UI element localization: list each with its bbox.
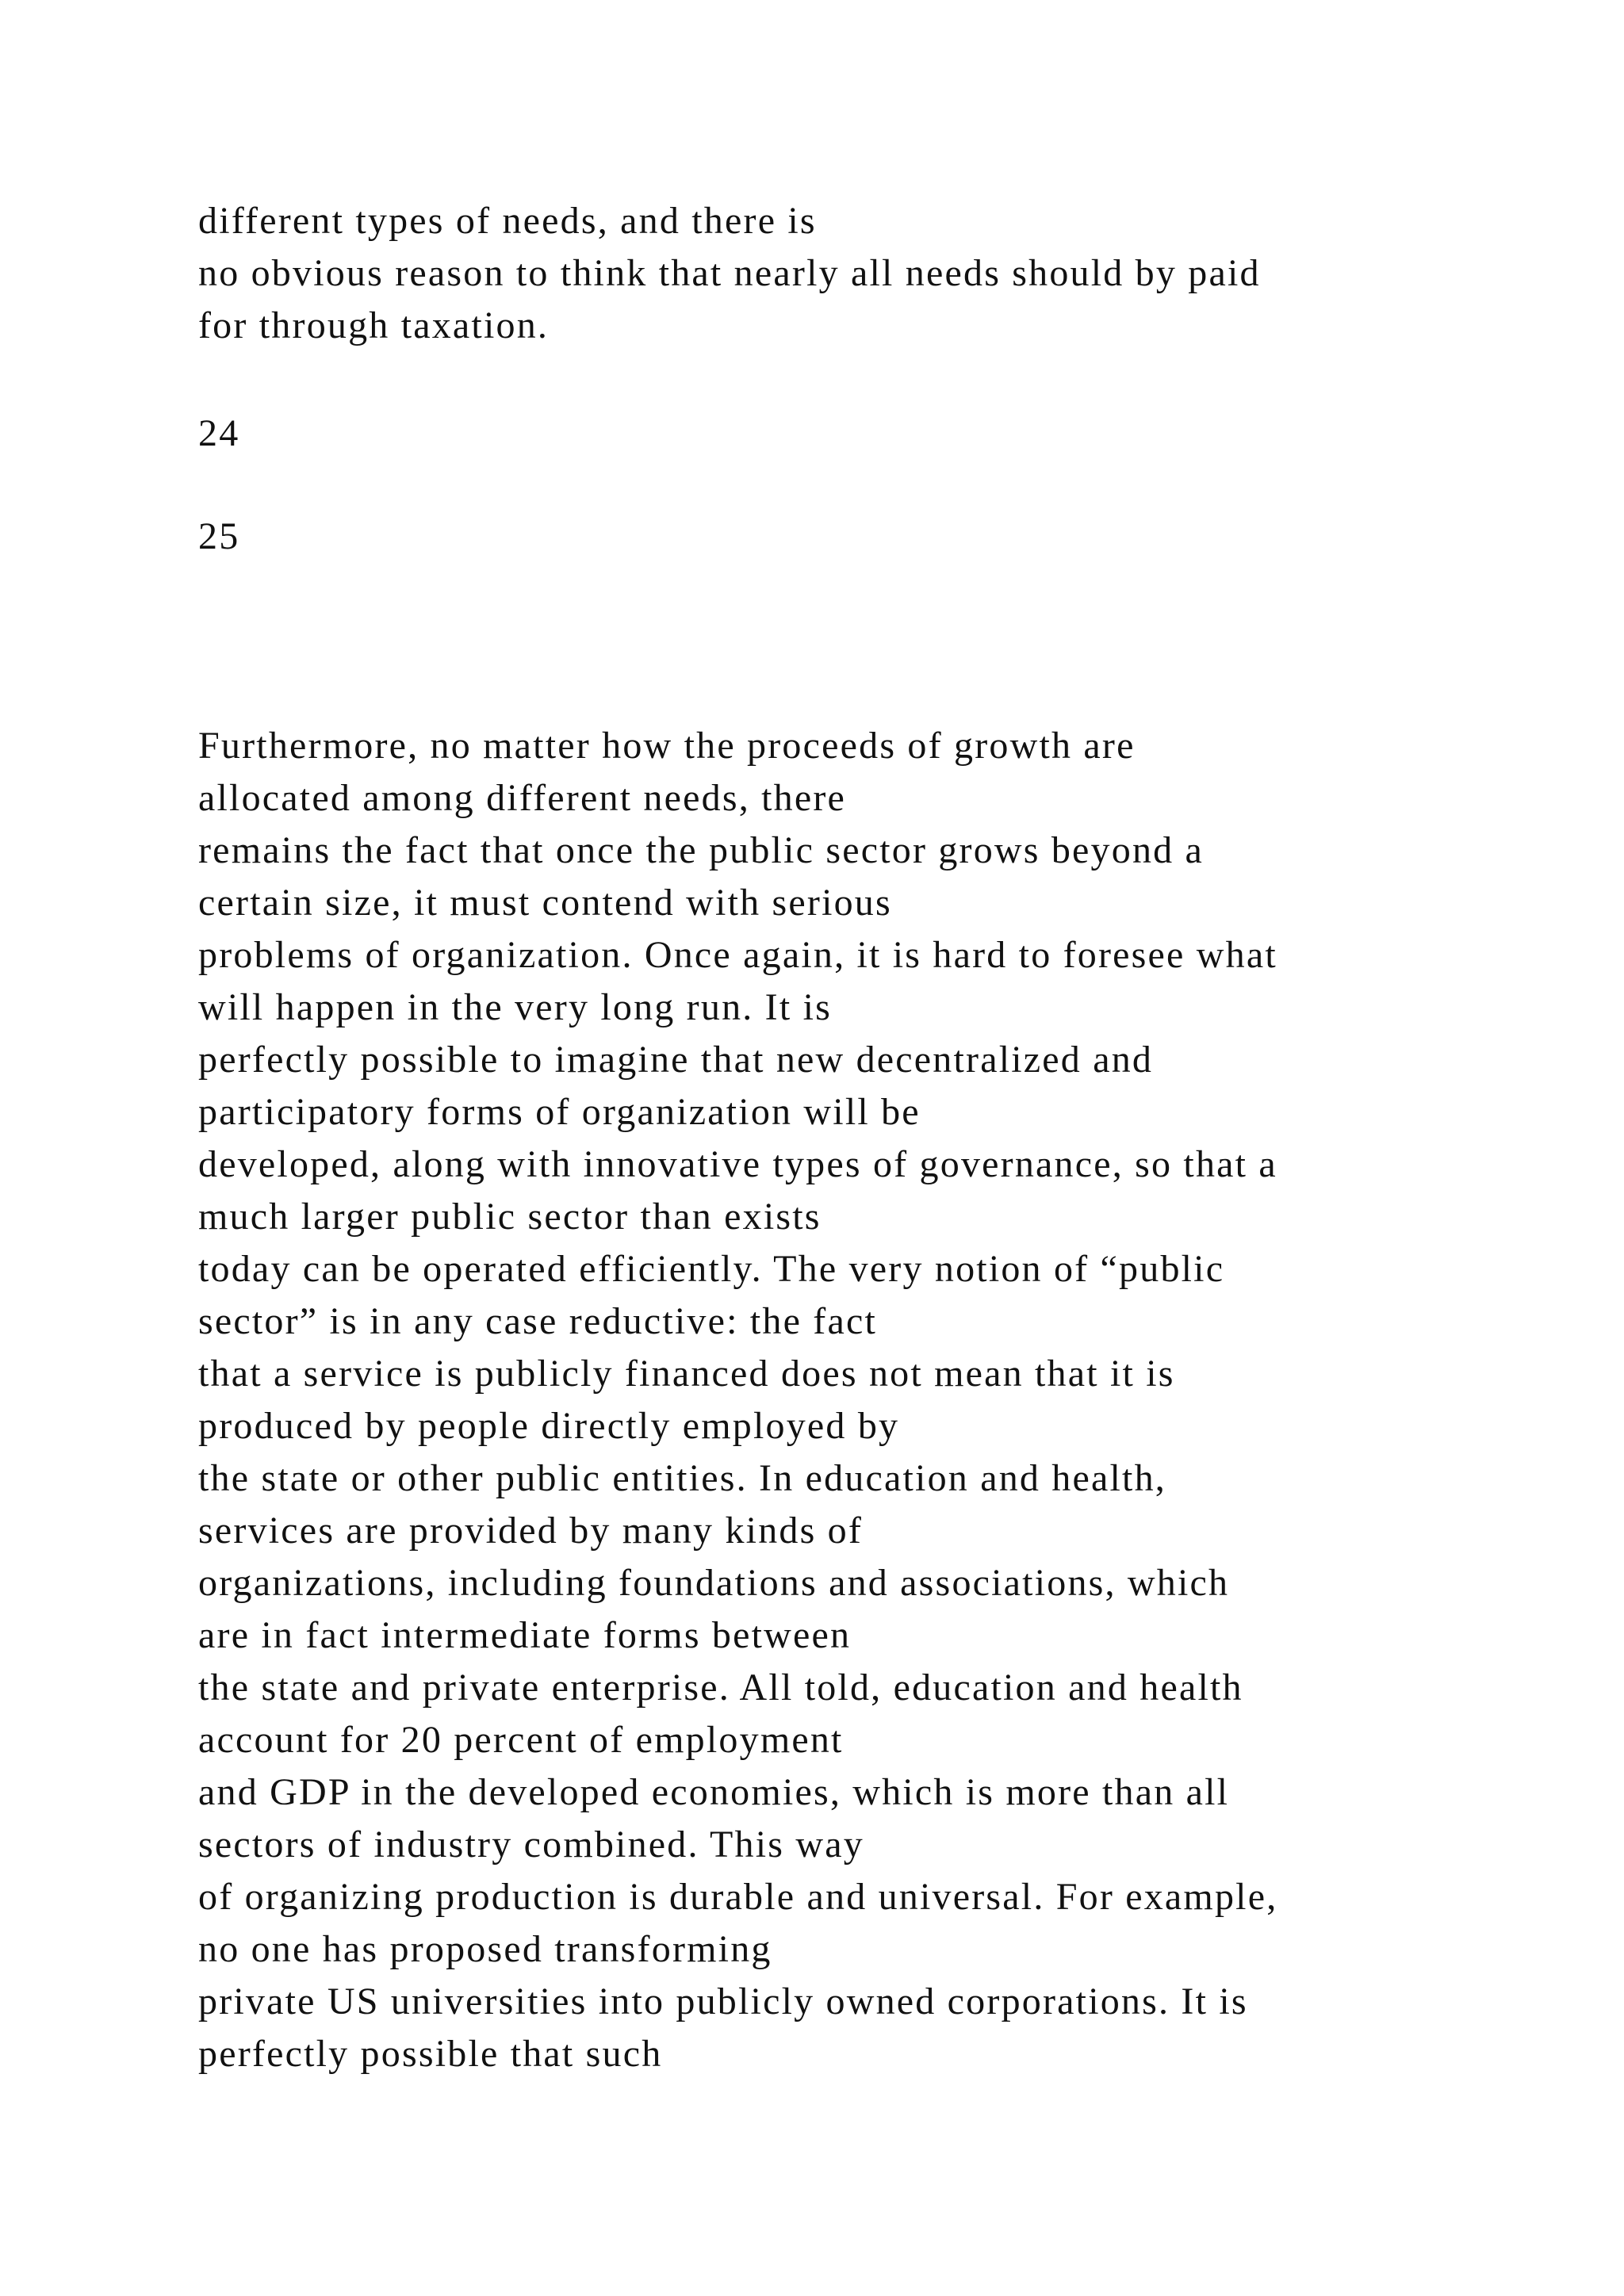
text-line: organizations, including foundations and associations, which: [198, 1562, 1230, 1604]
text-line: sectors of industry combined. This way: [198, 1823, 864, 1866]
text-line: today can be operated efficiently. The very notion of “public: [198, 1248, 1225, 1290]
text-line: allocated among different needs, there: [198, 777, 847, 819]
text-line: certain size, it must contend with serious: [198, 882, 892, 924]
text-line: for through taxation.: [198, 304, 550, 346]
text-line: no one has proposed transforming: [198, 1928, 772, 1970]
text-line: services are provided by many kinds of: [198, 1510, 864, 1552]
text-line: of organizing production is durable and universal. For example,: [198, 1876, 1278, 1918]
text-line: participatory forms of organization will be: [198, 1091, 921, 1133]
page-number: 25: [198, 515, 240, 557]
text-line: will happen in the very long run. It is: [198, 986, 833, 1028]
text-line: different types of needs, and there is: [198, 200, 817, 242]
text-line: Furthermore, no matter how the proceeds of growth are: [198, 725, 1136, 767]
text-line: no obvious reason to think that nearly all needs should by paid: [198, 252, 1261, 294]
text-line: remains the fact that once the public sector grows beyond a: [198, 829, 1205, 871]
text-line: produced by people directly employed by: [198, 1405, 900, 1447]
text-line: much larger public sector than exists: [198, 1196, 822, 1238]
text-line: developed, along with innovative types of governance, so that a: [198, 1143, 1277, 1185]
text-line: the state or other public entities. In education and health,: [198, 1457, 1166, 1499]
text-line: perfectly possible to imagine that new decentralized and: [198, 1039, 1154, 1081]
text-line: are in fact intermediate forms between: [198, 1614, 852, 1656]
text-line: problems of organization. Once again, it is hard to foresee what: [198, 934, 1277, 976]
text-line: perfectly possible that such: [198, 2033, 663, 2075]
text-line: sector” is in any case reductive: the fact: [198, 1300, 878, 1342]
text-line: that a service is publicly financed does not mean that it is: [198, 1353, 1175, 1395]
text-line: account for 20 percent of employment: [198, 1719, 844, 1761]
text-line: and GDP in the developed economies, which is more than all: [198, 1771, 1230, 1813]
text-line: the state and private enterprise. All told, education and health: [198, 1667, 1243, 1709]
page-number: 24: [198, 412, 240, 454]
text-line: private US universities into publicly owned corporations. It is: [198, 1980, 1248, 2022]
